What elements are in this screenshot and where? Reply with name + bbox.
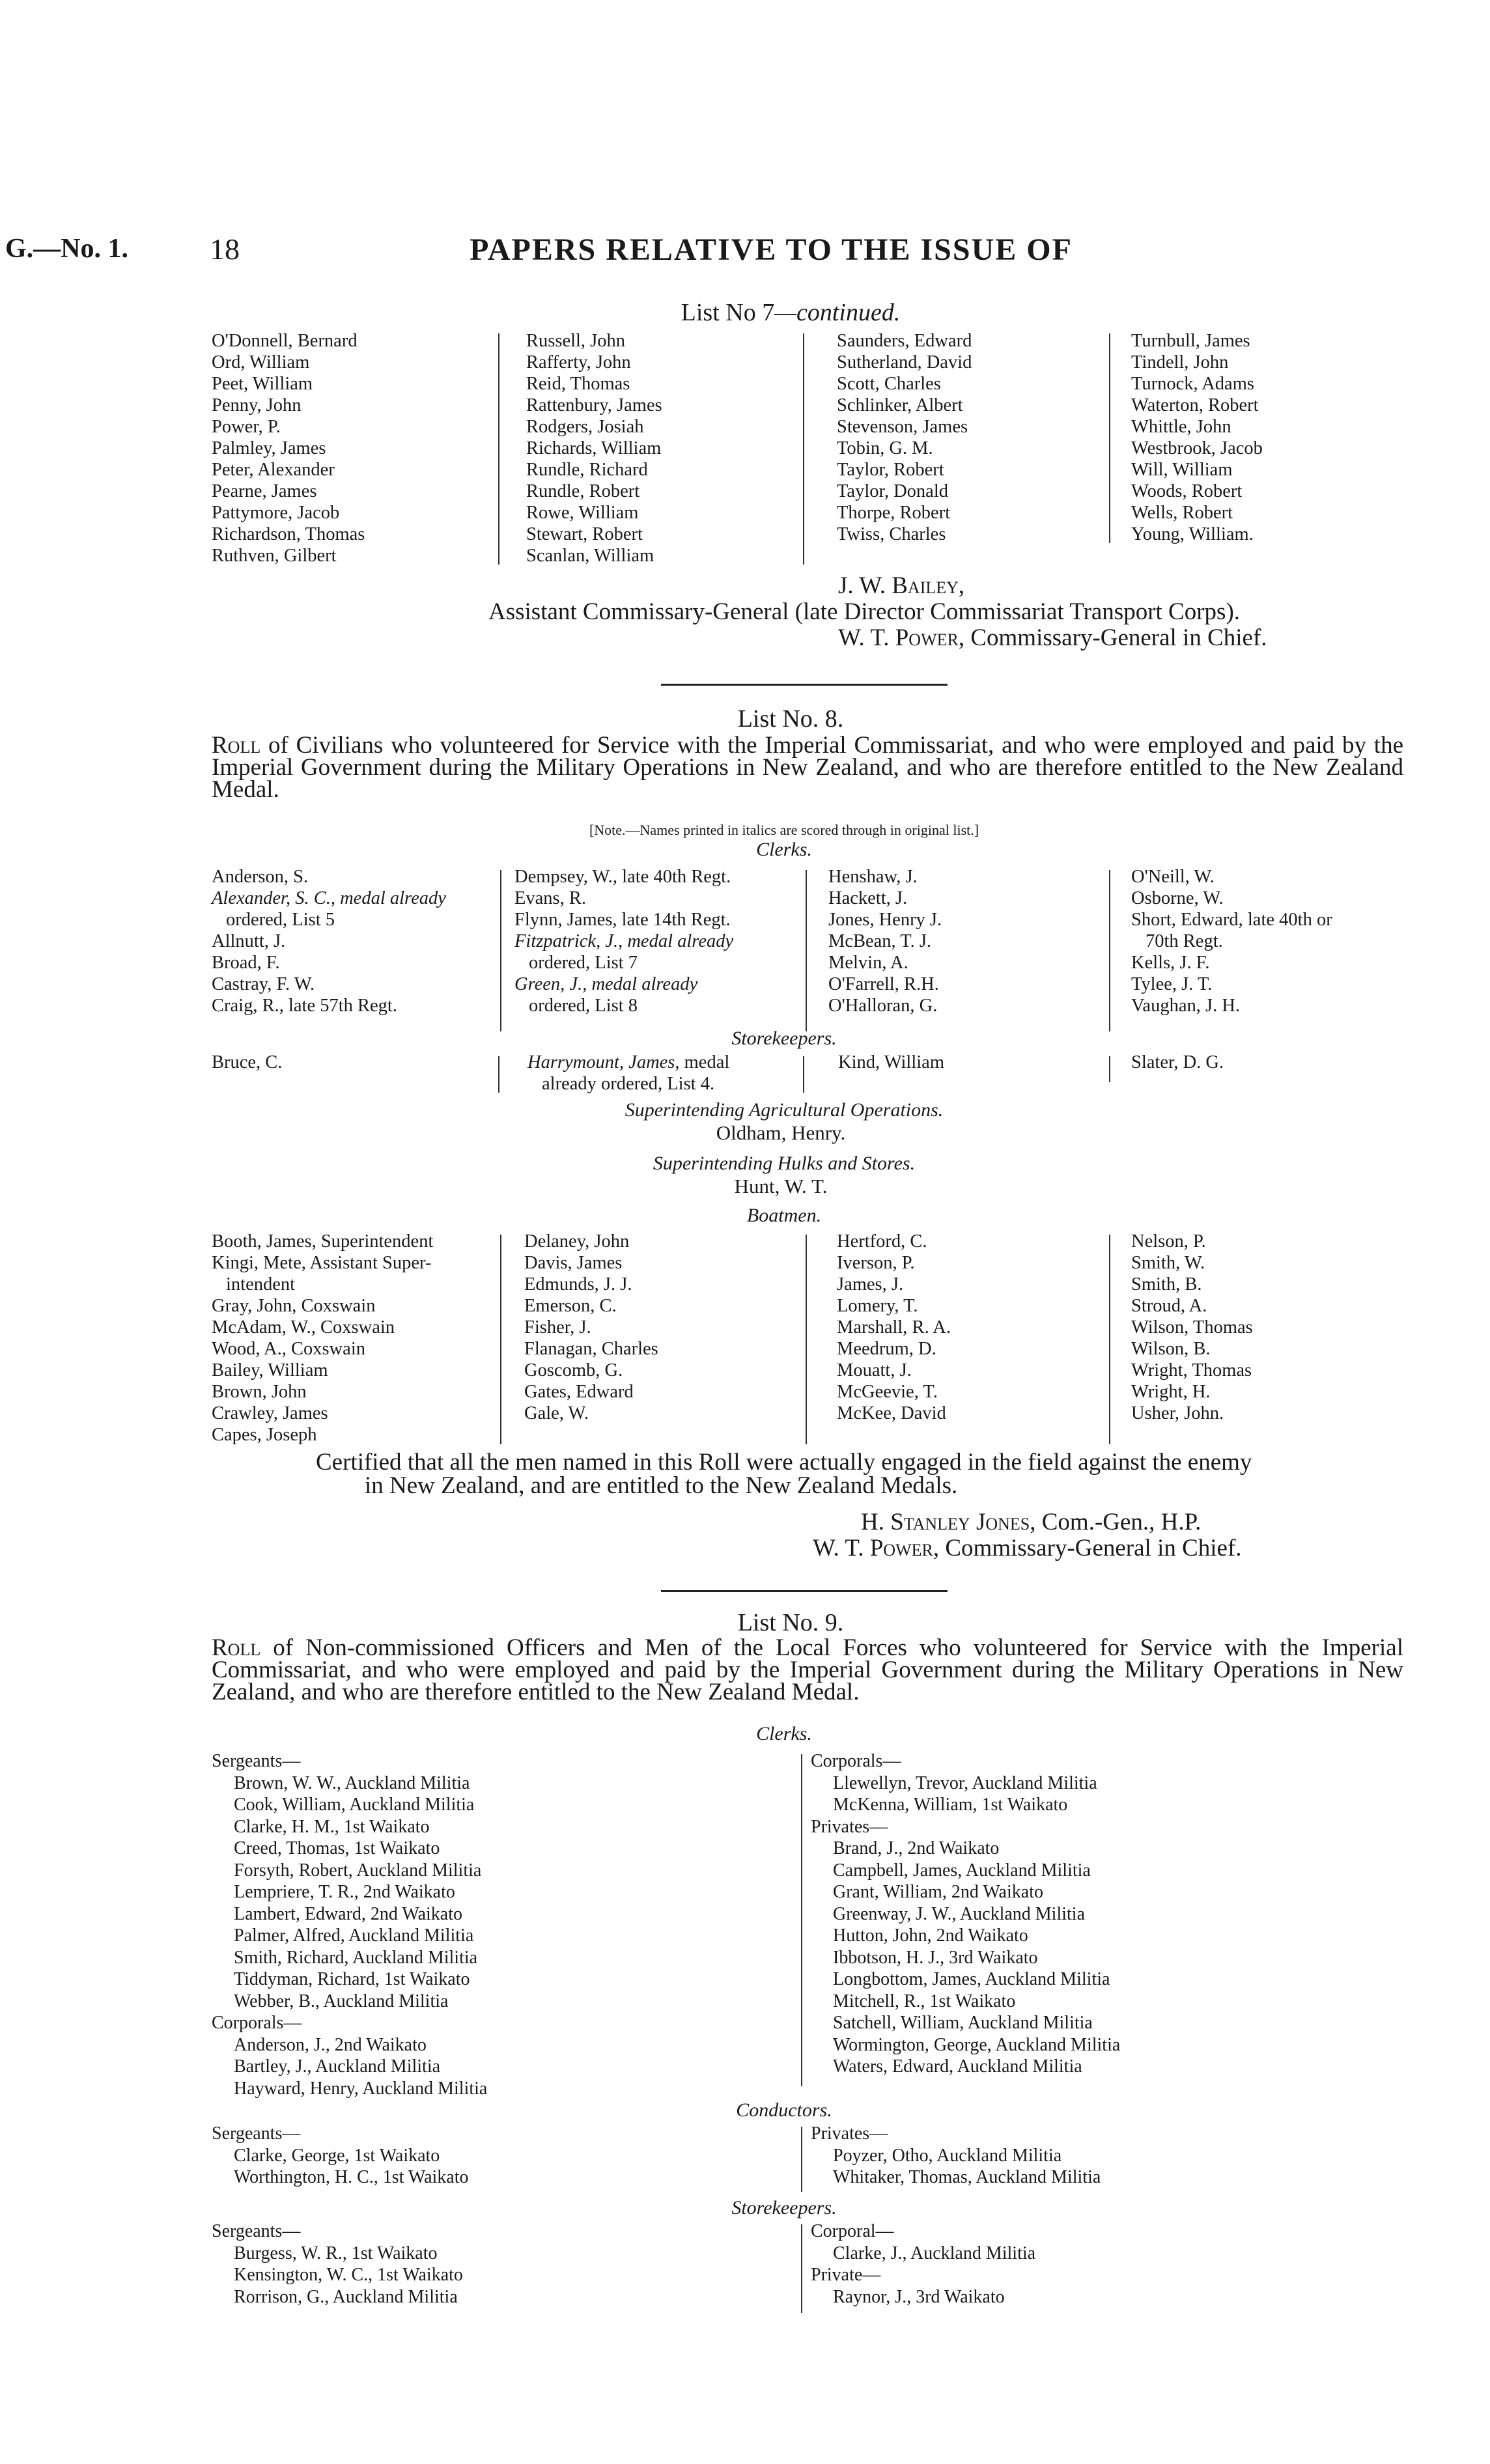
list7-col4 [1131,330,1263,545]
list-item: Vaughan, J. H. [1131,996,1241,1016]
list-item: Worthington, H. C., 1st Waikato [234,2167,469,2187]
list-item: Taylor, Donald [837,481,948,501]
list-item: Jones, Henry J. [828,910,942,930]
list-item: Nelson, P. [1131,1231,1206,1252]
signatory-name: J. W. Bailey, [838,572,965,599]
list-item-name: Alexander, S. C., [212,888,335,908]
list-item: Saunders, Edward [837,331,972,351]
list-item: Rorrison, G., Auckland Militia [234,2286,458,2307]
list-item: Whitaker, Thomas, Auckland Militia [833,2167,1101,2187]
list-item: Rundle, Richard [526,460,648,480]
list-item: Melvin, A. [828,953,908,973]
list-item: Webber, B., Auckland Militia [234,1991,449,2011]
list-item: Smith, B. [1131,1274,1202,1295]
list9-clerks-left [212,1750,487,2099]
list-item: Longbottom, James, Auckland Militia [833,1969,1110,1989]
page-title: PAPERS RELATIVE TO THE ISSUE OF [470,232,1073,267]
list-item: Peet, William [212,374,313,394]
list-item: Fisher, J. [524,1317,591,1337]
list8-hulks-heading: Superintending Hulks and Stores. [653,1153,916,1174]
rank-heading: Sergeants— [212,1751,301,1771]
rank-heading: Corporals— [212,2013,302,2033]
list-item: Edmunds, J. J. [524,1274,632,1295]
list8-signature-2 [813,1534,1242,1562]
list-item: O'Neill, W. [1131,867,1215,887]
list-item: James, J. [837,1274,904,1295]
list-item: O'Donnell, Bernard [212,331,358,351]
list-item: Wilson, B. [1131,1339,1211,1359]
list-item: Emerson, C. [524,1296,617,1316]
list-item: Woods, Robert [1131,481,1243,501]
list8-agri-heading: Superintending Agricultural Operations. [625,1099,944,1121]
list-item: Goscomb, G. [524,1360,623,1380]
list-item: Wilson, Thomas [1131,1317,1253,1337]
list-item: Rundle, Robert [526,481,640,501]
list-item: Kells, J. F. [1131,953,1210,973]
list-item: 70th Regt. [1146,931,1223,951]
list-item: Russell, John [526,331,626,351]
list8-boatmen-heading: Boatmen. [746,1205,822,1226]
rank-heading: Privates— [811,1816,888,1837]
list-item: Mouatt, J. [837,1360,912,1380]
list-item: Hutton, John, 2nd Waikato [833,1925,1028,1946]
signatory-name: W. T. Power, [813,1535,940,1561]
list-item: Turnock, Adams [1131,374,1254,394]
signatory-name: H. Stanley Jones, [861,1509,1036,1535]
list9-conductors-heading: Conductors. [736,2099,832,2121]
list9-storekeepers-right [811,2220,1035,2308]
list9-storekeepers-left [212,2220,463,2308]
list-item: Westbrook, Jacob [1131,438,1263,458]
list8-title: List No. 8. [737,705,844,733]
list7-title-text: List No 7 [681,299,775,326]
list8-hulks-name: Hunt, W. T. [734,1175,828,1197]
list9-roll-description [212,1634,1403,1705]
list-item: Peter, Alexander [212,460,335,480]
list-item: Ibbotson, H. J., 3rd Waikato [833,1947,1038,1968]
list7-col1 [212,330,365,567]
list8-certification [316,1451,1410,1498]
list9-clerks-heading: Clerks. [756,1723,812,1744]
list8-boat-col3 [837,1231,951,1424]
column-divider [500,870,501,1031]
list-item: Pearne, James [212,481,317,501]
column-divider [1109,333,1110,543]
roll-lead: Roll [212,732,261,759]
list8-clerks-col4 [1131,866,1332,1016]
list-item: Dempsey, W., late 40th Regt. [514,867,731,887]
list-item: Crawley, James [212,1403,328,1423]
rank-heading: Private— [811,2265,881,2285]
list-item: Whittle, John [1131,417,1231,437]
list-item: Lomery, T. [837,1296,918,1316]
list8-boat-col2 [524,1231,658,1424]
list-item: Alexander, S. C., medal already [212,888,446,908]
list-item: Clarke, H. M., 1st Waikato [234,1816,430,1837]
list-item: Twiss, Charles [837,524,946,544]
list-item: Penny, John [212,395,302,415]
list-item: Short, Edward, late 40th or [1131,910,1332,930]
list-item: Tylee, J. T. [1131,974,1213,994]
list-item: Wormington, George, Auckland Militia [833,2034,1121,2055]
list-item: Green, J., medal already [514,974,698,994]
list-item: Flynn, James, late 14th Regt. [514,910,731,930]
list-item: Kensington, W. C., 1st Waikato [234,2265,463,2285]
list-item: Usher, John. [1131,1403,1224,1423]
list-item: Satchell, William, Auckland Militia [833,2013,1093,2033]
column-divider [498,1056,499,1093]
list-item: Brown, John [212,1382,307,1402]
list-item: Reid, Thomas [526,374,630,394]
list-item: Rodgers, Josiah [526,417,644,437]
document-code: G.—No. 1. [5,234,128,264]
list-item: McBean, T. J. [828,931,932,951]
list-item: Delaney, John [524,1231,630,1252]
list-item: Thorpe, Robert [837,503,951,523]
list-item: Ruthven, Gilbert [212,546,337,566]
rank-heading: Corporal— [811,2221,894,2241]
list-item: Scott, Charles [837,374,941,394]
column-divider [1109,1235,1110,1444]
list-item: Bruce, C. [212,1052,283,1072]
list9-clerks-right [811,1750,1120,2078]
list-item: Anderson, S. [212,867,309,887]
list-item: Palmer, Alfred, Auckland Militia [234,1925,474,1946]
list8-signature-1 [861,1508,1201,1536]
page-number: 18 [210,232,240,266]
list-item: Turnbull, James [1131,331,1250,351]
list-item: Tindell, John [1131,352,1229,372]
column-divider [806,870,807,1031]
column-divider [801,2224,802,2313]
list-item: Scanlan, William [526,546,654,566]
list-item: Stroud, A. [1131,1296,1207,1316]
list-item: O'Farrell, R.H. [828,974,939,994]
list-item: Brand, J., 2nd Waikato [833,1838,1000,1858]
list-item: Allnutt, J. [212,931,286,951]
list8-agri-name: Oldham, Henry. [716,1121,846,1144]
list-item: Henshaw, J. [828,867,918,887]
column-divider [803,1056,804,1093]
list7-continued: —continued. [774,299,901,326]
list-item: Meedrum, D. [837,1339,936,1359]
list-item: McAdam, W., Coxswain [212,1317,395,1337]
rank-heading: Sergeants— [212,2123,301,2144]
list-item: Tiddyman, Richard, 1st Waikato [234,1969,470,1989]
list-item: Waterton, Robert [1131,395,1259,415]
list8-clerks-heading: Clerks. [756,839,812,860]
list-item: Wright, Thomas [1131,1360,1252,1380]
list8-roll-description [212,732,1403,803]
list-item: Campbell, James, Auckland Militia [833,1860,1091,1881]
roll-lead: Roll [212,1634,261,1661]
list7-signature-1 [838,572,964,600]
list-item: Wright, H. [1131,1382,1211,1402]
list-item: Greenway, J. W., Auckland Militia [833,1903,1086,1924]
list-item-note: medal [684,1052,730,1072]
list-item: Castray, F. W. [212,974,315,994]
list-item: Mitchell, R., 1st Waikato [833,1991,1016,2011]
certification-line-2: in New Zealand, and are entitled to the New Zealand Medals. [365,1472,958,1499]
roll-text: of Civilians who volunteered for Service with the Imperial Commissariat, and who were employed and paid by the Imperial Government during the Military Operations in New Zealand, and who are therefore entitled to the New Zealand Medal. [212,732,1403,803]
list9-storekeepers-heading: Storekeepers. [731,2197,837,2219]
list-item: intendent [226,1274,296,1295]
list7-signature-1-title: Assistant Commissary-General (late Director Commissariat Transport Corps). [488,598,1241,625]
section-rule [661,1590,948,1592]
list-item: Stevenson, James [837,417,968,437]
list8-store-col1 [212,1052,282,1073]
list-item: Iverson, P. [837,1253,915,1273]
column-divider [498,333,499,565]
list8-clerks-col1 [212,866,446,1016]
list-item: ordered, List 7 [529,953,638,973]
list8-clerks-col2 [514,866,733,1016]
list-item: Davis, James [524,1253,623,1273]
list7-col2 [526,330,662,567]
list-item: Wells, Robert [1131,503,1233,523]
column-divider [500,1235,501,1444]
list7-signature-2 [838,624,1267,652]
list-item: Raynor, J., 3rd Waikato [833,2286,1005,2307]
list-item: Broad, F. [212,953,280,973]
list-item: Smith, Richard, Auckland Militia [234,1947,478,1968]
list-item: Power, P. [212,417,281,437]
list-item: ordered, List 8 [529,996,638,1016]
list-item: Lambert, Edward, 2nd Waikato [234,1903,463,1924]
list8-store-col2 [527,1052,729,1095]
signatory-name: W. T. Power, [838,624,965,651]
list7-title [0,298,1490,327]
list-item: Burgess, W. R., 1st Waikato [234,2243,438,2263]
list-item: McGeevie, T. [837,1382,938,1402]
list-item: already ordered, List 4. [542,1074,715,1094]
list-item: Schlinker, Albert [837,395,963,415]
roll-text: of Non-commissioned Officers and Men of the Local Forces who volunteered for Service with the Imperial Commissariat, and who were employed and paid by the Imperial Government during the Military Operations in New Zealand, and who are therefore entitled to the New Zealand Medal. [212,1634,1403,1705]
list-item: Gray, John, Coxswain [212,1296,376,1316]
list-item: Clarke, George, 1st Waikato [234,2145,440,2166]
section-rule [661,684,948,686]
list-item: Young, William. [1131,524,1254,544]
list-item: Rattenbury, James [526,395,662,415]
list-item: Gates, Edward [524,1382,634,1402]
list-item: Anderson, J., 2nd Waikato [234,2034,427,2055]
list-item: Tobin, G. M. [837,438,933,458]
list8-storekeepers-heading: Storekeepers. [731,1028,837,1049]
list-item: Brown, W. W., Auckland Militia [234,1772,470,1793]
certification-line-1: Certified that all the men named in this Roll were actually engaged in the field against the enemy [316,1449,1252,1476]
list8-clerks-col3 [828,866,942,1016]
column-divider [806,1235,807,1444]
list-item: Cook, William, Auckland Militia [234,1795,475,1815]
list-item: Waters, Edward, Auckland Militia [833,2056,1082,2077]
rank-heading: Sergeants— [212,2221,301,2241]
list-item: Palmley, James [212,438,326,458]
list-item: McKenna, William, 1st Waikato [833,1795,1068,1815]
list-item: Hackett, J. [828,888,908,908]
list-item: Osborne, W. [1131,888,1224,908]
list-item: Booth, James, Superintendent [212,1231,434,1252]
list9-title: List No. 9. [737,1609,844,1636]
rank-heading: Privates— [811,2123,888,2144]
column-divider [801,1754,802,2086]
list-item: Capes, Joseph [212,1425,317,1445]
list-item: Richards, William [526,438,662,458]
list8-store-col3 [838,1052,944,1073]
column-divider [801,2127,802,2192]
list-item-name: Harrymount, James, [527,1052,680,1072]
list-item: Flanagan, Charles [524,1339,658,1359]
signatory-title: Com.-Gen., H.P. [1041,1509,1202,1535]
list-item: ordered, List 5 [226,910,335,930]
list-item: Sutherland, David [837,352,972,372]
list9-conductors-left [212,2123,469,2189]
list8-boat-col1 [212,1231,433,1446]
list-item: Slater, D. G. [1131,1052,1224,1072]
list-item: Hertford, C. [837,1231,927,1252]
signatory-title: Commissary-General in Chief. [945,1535,1242,1561]
list-item: Grant, William, 2nd Waikato [833,1882,1043,1902]
list-item: Taylor, Robert [837,460,944,480]
rank-heading: Corporals— [811,1751,901,1771]
list-item: Rowe, William [526,503,639,523]
list-item: Pattymore, Jacob [212,503,340,523]
list8-note: [Note.—Names printed in italics are scored through in original list.] [589,822,979,838]
list-item: Forsyth, Robert, Auckland Militia [234,1860,482,1881]
signatory-title: Commissary-General in Chief. [970,624,1267,651]
list-item: Fitzpatrick, J., medal already [514,931,734,951]
list9-conductors-right [811,2123,1101,2189]
list-item: Clarke, J., Auckland Militia [833,2243,1036,2263]
list-item: Evans, R. [514,888,587,908]
list-item: Kind, William [838,1052,944,1072]
list-item: Richardson, Thomas [212,524,365,544]
list-item [527,1052,729,1073]
list-item: Bartley, J., Auckland Militia [234,2056,441,2077]
column-divider [803,333,804,565]
list-item: Smith, W. [1131,1253,1205,1273]
list-item: Rafferty, John [526,352,631,372]
list-item: Bailey, William [212,1360,328,1380]
list-item: Hayward, Henry, Auckland Militia [234,2078,488,2099]
list7-col3 [837,330,972,545]
list-item: Craig, R., late 57th Regt. [212,996,397,1016]
list-item: Stewart, Robert [526,524,643,544]
list-item: Will, William [1131,460,1233,480]
list-item: Marshall, R. A. [837,1317,951,1337]
list-item: Kingi, Mete, Assistant Super- [212,1253,432,1273]
list-item: Wood, A., Coxswain [212,1339,366,1359]
list8-boat-col4 [1131,1231,1253,1424]
list-item: Llewellyn, Trevor, Auckland Militia [833,1772,1097,1793]
column-divider [1109,1056,1110,1082]
column-divider [1109,870,1110,1031]
list-item: Gale, W. [524,1403,589,1423]
list-item: O'Halloran, G. [828,996,938,1016]
list-item: Lempriere, T. R., 2nd Waikato [234,1882,455,1902]
list-item: Ord, William [212,352,310,372]
list-item: Poyzer, Otho, Auckland Militia [833,2145,1062,2166]
list-item: McKee, David [837,1403,946,1423]
list-item: Creed, Thomas, 1st Waikato [234,1838,440,1858]
list8-store-col4 [1131,1052,1224,1073]
